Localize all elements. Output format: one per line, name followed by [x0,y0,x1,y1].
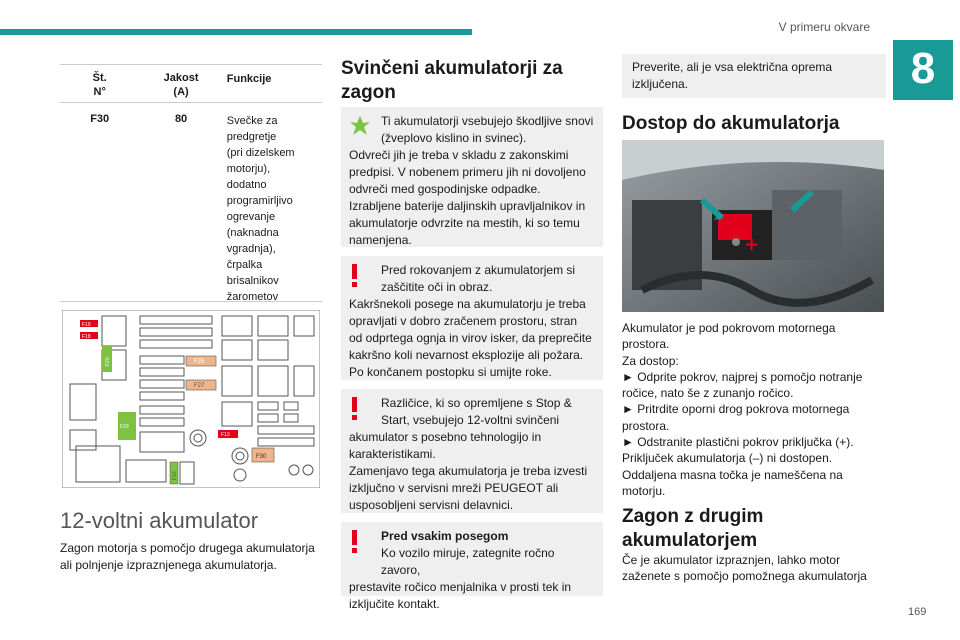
battery-12v-title: 12-voltni akumulator [60,508,259,533]
warning-box-before-intervention [341,522,603,611]
warning-line: Ko vozilo miruje, zategnite ročno zavoro, [381,546,555,577]
page-number: 169 [908,606,927,618]
header-number [60,71,139,102]
env-line: (žveplovo kislino in svinec). [381,131,527,145]
warning-box-stop-start [341,389,603,513]
warning-line: Po končanem postopku si umijte roke. [349,365,552,379]
fuse-amperage: 80 [174,113,188,125]
function-line: (naknadna [226,227,279,239]
function-line: brisalnikov [226,275,279,287]
env-line: Ti akumulatorji vsebujejo škodljive snovi [381,114,594,128]
warning-line: Zamenjavo tega akumulatorja je treba izvesti [349,464,588,478]
instruction-line: prostora. [622,337,670,352]
fuse-box-diagram [62,310,320,488]
warning-line: usposobljeni servisni delavnici. [349,498,514,512]
instruction-line: Akumulator je pod pokrovom motornega [622,321,836,335]
instruction-line: ► Odprite pokrov, najprej s pomočjo notranje [622,369,863,384]
engine-bay-battery-photo [622,140,884,312]
check-line: izključena. [632,77,689,91]
fuse-table [60,64,322,302]
header-amperage [139,71,222,102]
warning-line: od odprtega ognja in virov isker, da preprečite [349,331,592,345]
env-line: namenjena. [349,233,412,247]
warning-line: Start, vsebujejo 12-voltni svinčeni [381,413,560,427]
check-equipment-box [622,54,886,98]
instruction-line: ► Odstranite plastični pokrov priključka (+). [622,435,854,450]
title-line: Zagon z drugim [622,506,764,527]
warning-line: kakršno koli nevarnost eksplozije ali požara. [349,348,584,362]
function-line: Svečke za [226,115,278,127]
title-line: zagon [341,82,396,103]
warning-line: karakteristikami. [349,447,436,461]
warning-exclamation-icon [349,264,361,288]
title-line: akumulatorjem [622,530,758,551]
positive-terminal-icon: + [744,234,760,255]
function-line: žarometov [226,291,279,303]
environment-box [341,107,603,247]
warning-heading: Pred vsakim posegom [381,529,509,543]
access-title: Dostop do akumulatorja [622,113,840,134]
function-line: ogrevanje [226,211,276,223]
fuse-table-header [60,65,322,103]
chapter-tab: 8 [893,40,953,100]
battery-12v-intro [60,540,322,574]
instruction-line: Za dostop: [622,353,679,368]
fuse-f27-label: F27 [194,383,205,389]
header-amperage-line1: Jakost [163,72,199,84]
jump-start-title [622,505,763,553]
warning-line: Različice, ki so opremljene s Stop & [381,396,572,410]
fuse-f19-label: F19 [82,322,91,328]
header-amperage-line2: (A) [173,86,189,98]
intro-line: Zagon motorja s pomočjo drugega akumulatorja [60,541,315,555]
fuse-number: F30 [90,113,110,125]
fuse-f25-label: F25 [194,359,205,365]
function-line: dodatno [226,179,267,191]
env-line: akumulatorje odvrzite na mestih, ki so temu [349,216,580,230]
warning-exclamation-icon [349,397,361,421]
fuse-f13-label: F13 [221,432,230,438]
env-line: Odvreči jih je treba v skladu z zakonskimi [349,148,569,162]
warning-line: Kakršnekoli posege na akumulatorju je treba [349,297,586,311]
fuse-function [223,113,322,301]
instruction-line: Oddaljena masna točka je nameščena na [622,467,843,482]
function-line: programirljivo [226,195,293,207]
jump-start-intro [622,552,886,585]
fuse-f18-label: F18 [82,334,91,340]
function-line: črpalka [226,259,263,271]
warning-line: izključite kontakt. [349,597,440,611]
env-line: Izrabljene baterije daljinskih upravljalnikov in [349,199,586,213]
fuse-f29-label: F29 [120,424,129,430]
fuse-f20-label: F20 [105,357,111,366]
instruction-line: prostora. [622,418,670,433]
instruction-line: motorju. [622,483,666,498]
title-line: Svinčeni akumulatorji za [341,58,563,79]
function-line: (pri dizelskem [226,147,295,159]
warning-exclamation-icon [349,530,361,554]
check-line: Preverite, ali je vsa električna oprema [632,60,833,74]
warning-box-eye-protection [341,256,603,380]
header-function: Funkcije [226,73,272,85]
warning-line: zaščitite oči in obraz. [381,280,493,294]
header-number-line1: Št. [92,72,107,84]
warning-line: opravljati v dobro zračenem prostoru, stran [349,314,578,328]
warning-line: izključno v servisni mreži PEUGEOT ali [349,481,559,495]
fuse-f16-label: F16 [172,471,178,480]
leaf-icon [349,115,371,137]
function-line: vgradnja), [226,243,276,255]
access-instructions [622,320,886,499]
instruction-line: ročice, nato še z zunanjo ročico. [622,386,794,401]
fuse-f30-label: F30 [256,454,267,460]
intro-line: Če je akumulator izpraznjen, lahko motor [622,553,841,567]
instruction-line: ► Pritrdite oporni drog pokrova motornega [622,402,850,417]
function-line: predgretje [226,131,277,143]
env-line: predpisi. V nobenem primeru jih ni dovoljeno [349,165,586,179]
instruction-line: Priključek akumulatorja (–) ni dostopen. [622,451,833,466]
intro-line: zaženete s pomočjo pomožnega akumulatorja [622,569,867,584]
lead-batteries-title [341,57,563,105]
env-line: odvreči med gospodinjske odpadke. [349,182,541,196]
warning-line: akumulator s posebno tehnologijo in [349,430,542,444]
top-accent-bar [0,29,472,35]
intro-line: ali polnjenje izpraznjenega akumulatorja. [60,558,277,572]
warning-line: Pred rokovanjem z akumulatorjem si [381,263,576,277]
table-row [60,103,322,301]
warning-line: prestavite ročico menjalnika v prosti tek in [349,580,572,594]
header-number-line2: N° [93,86,106,98]
function-line: motorju), [226,163,271,175]
section-title: V primeru okvare [778,20,870,34]
